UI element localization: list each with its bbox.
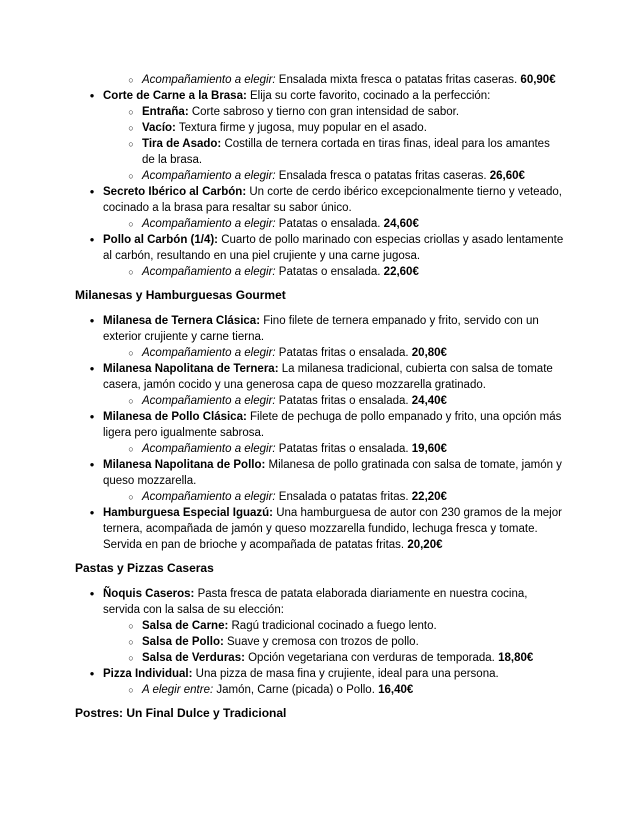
menu-list-item [75, 264, 565, 280]
bullet-circle-marker: ○ [128, 685, 134, 695]
menu-list-item [75, 393, 565, 409]
item-name: Salsa de Verduras: [142, 652, 245, 664]
section-heading: Milanesas y Hamburguesas Gourmet [75, 288, 286, 302]
menu-list-item [75, 72, 565, 88]
bullet-circle-marker: ○ [128, 396, 134, 406]
bullet-disc-marker: ● [89, 412, 95, 421]
choice-label: Acompañamiento a elegir: [142, 266, 276, 278]
choice-label: Acompañamiento a elegir: [142, 170, 276, 182]
bullet-circle-marker: ○ [128, 75, 134, 85]
price: 24,60€ [383, 218, 419, 230]
description: Cuarto de pollo marinado con especias criollas y asado lentamente al carbón, resultando en una piel crujiente y una carne jugosa. [103, 234, 564, 262]
description: Fino filete de ternera empanado y frito, servido con un exterior crujiente y carne tierna. [103, 315, 539, 343]
menu-list-item [75, 618, 565, 634]
description: Un corte de cerdo ibérico excepcionalmente tierno y veteado, cocinado a la brasa para resaltar su sabor único. [103, 186, 562, 214]
menu-list-item [75, 457, 565, 489]
description: Patatas fritas o ensalada. [275, 347, 412, 359]
item-name: Corte de Carne a la Brasa: [103, 90, 247, 102]
menu-list-item [75, 682, 565, 698]
menu-list-item [75, 489, 565, 505]
description: Ragú tradicional cocinado a fuego lento. [228, 620, 437, 632]
bullet-disc-marker: ● [89, 91, 95, 100]
menu-list-item [75, 345, 565, 361]
menu-list-item [75, 409, 565, 441]
bullet-circle-marker: ○ [128, 444, 134, 454]
description: La milanesa tradicional, cubierta con salsa de tomate casera, jamón cocido y una generosa capa de queso mozzarella gratinado. [103, 363, 553, 391]
bullet-circle-marker: ○ [128, 267, 134, 277]
description: Milanesa de pollo gratinada con salsa de tomate, jamón y queso mozzarella. [103, 459, 562, 487]
menu-list-item [75, 586, 565, 618]
description: Jamón, Carne (picada) o Pollo. [213, 684, 379, 696]
choice-label: Acompañamiento a elegir: [142, 395, 276, 407]
bullet-circle-marker: ○ [128, 139, 134, 149]
description: Patatas fritas o ensalada. [275, 395, 412, 407]
item-name: Salsa de Carne: [142, 620, 229, 632]
price: 26,60€ [489, 170, 525, 182]
menu-list-item [75, 634, 565, 650]
bullet-circle-marker: ○ [128, 107, 134, 117]
menu-list-item [75, 216, 565, 232]
bullet-circle-marker: ○ [128, 621, 134, 631]
choice-label: Acompañamiento a elegir: [142, 218, 276, 230]
description: Corte sabroso y tierno con gran intensidad de sabor. [188, 106, 460, 118]
bullet-circle-marker: ○ [128, 348, 134, 358]
description: Filete de pechuga de pollo empanado y frito, una opción más ligera pero igualmente sabrosa. [103, 411, 562, 439]
menu-list-item [75, 184, 565, 216]
item-name: Secreto Ibérico al Carbón: [103, 186, 247, 198]
section-heading: Postres: Un Final Dulce y Tradicional [75, 706, 287, 720]
menu-list-item [75, 232, 565, 264]
bullet-disc-marker: ● [89, 235, 95, 244]
bullet-disc-marker: ● [89, 589, 95, 598]
price: 60,90€ [520, 74, 556, 86]
item-name: Milanesa Napolitana de Ternera: [103, 363, 279, 375]
description: Ensalada o patatas fritas. [275, 491, 412, 503]
bullet-circle-marker: ○ [128, 653, 134, 663]
item-name: Milanesa Napolitana de Pollo: [103, 459, 266, 471]
description: Textura firme y jugosa, muy popular en el asado. [175, 122, 427, 134]
description: Elija su corte favorito, cocinado a la perfección: [246, 90, 491, 102]
item-name: Milanesa de Ternera Clásica: [103, 315, 261, 327]
item-name: Pollo al Carbón (1/4): [103, 234, 219, 246]
menu-list-item [75, 650, 565, 666]
item-name: Ñoquis Caseros: [103, 588, 195, 600]
description: Pasta fresca de patata elaborada diariamente en nuestra cocina, servida con la salsa de su elección: [103, 588, 528, 616]
bullet-circle-marker: ○ [128, 492, 134, 502]
item-name: Pizza Individual: [103, 668, 193, 680]
choice-label: Acompañamiento a elegir: [142, 491, 276, 503]
menu-list-item [75, 313, 565, 345]
bullet-circle-marker: ○ [128, 171, 134, 181]
choice-label: Acompañamiento a elegir: [142, 74, 276, 86]
description: Una hamburguesa de autor con 230 gramos de la mejor ternera, acompañada de jamón y queso mozzarella fundido, lechuga fresca y tomate. Servida en pan de brioche y acompañada de patatas fritas. [103, 507, 562, 551]
menu-list [75, 586, 565, 698]
bullet-disc-marker: ● [89, 316, 95, 325]
bullet-circle-marker: ○ [128, 637, 134, 647]
description: Costilla de ternera cortada en tiras finas, ideal para los amantes de la brasa. [142, 138, 550, 166]
item-name: Milanesa de Pollo Clásica: [103, 411, 247, 423]
description: Ensalada fresca o patatas fritas caseras. [275, 170, 490, 182]
description: Opción vegetariana con verduras de temporada. [244, 652, 499, 664]
menu-list-item [75, 120, 565, 136]
section-heading: Pastas y Pizzas Caseras [75, 561, 214, 575]
menu-list-item [75, 361, 565, 393]
price: 16,40€ [378, 684, 414, 696]
bullet-disc-marker: ● [89, 508, 95, 517]
description: Suave y cremosa con trozos de pollo. [223, 636, 419, 648]
item-name: Vacío: [142, 122, 176, 134]
price: 18,80€ [498, 652, 534, 664]
description: Ensalada mixta fresca o patatas fritas caseras. [275, 74, 521, 86]
menu-list-item [75, 136, 565, 168]
bullet-disc-marker: ● [89, 187, 95, 196]
choice-label: Acompañamiento a elegir: [142, 443, 276, 455]
item-name: Tira de Asado: [142, 138, 222, 150]
description: Patatas fritas o ensalada. [275, 443, 412, 455]
bullet-disc-marker: ● [89, 669, 95, 678]
price: 19,60€ [411, 443, 447, 455]
price: 24,40€ [411, 395, 447, 407]
menu-list-item [75, 104, 565, 120]
price: 20,80€ [411, 347, 447, 359]
menu-list-item [75, 441, 565, 457]
menu-list-item [75, 666, 565, 682]
menu-list-item [75, 168, 565, 184]
bullet-disc-marker: ● [89, 364, 95, 373]
item-name: Salsa de Pollo: [142, 636, 224, 648]
item-name: Entraña: [142, 106, 189, 118]
menu-list-item [75, 505, 565, 553]
item-name: Hamburguesa Especial Iguazú: [103, 507, 273, 519]
choice-label: A elegir entre: [142, 684, 214, 696]
menu-list-item [75, 88, 565, 104]
menu-list [75, 313, 565, 553]
price: 22,20€ [411, 491, 447, 503]
bullet-circle-marker: ○ [128, 219, 134, 229]
price: 22,60€ [383, 266, 419, 278]
bullet-disc-marker: ● [89, 460, 95, 469]
description: Patatas o ensalada. [275, 218, 384, 230]
description: Patatas o ensalada. [275, 266, 384, 278]
bullet-circle-marker: ○ [128, 123, 134, 133]
menu-list [75, 72, 565, 280]
description: Una pizza de masa fina y crujiente, ideal para una persona. [192, 668, 499, 680]
choice-label: Acompañamiento a elegir: [142, 347, 276, 359]
price: 20,20€ [407, 539, 443, 551]
